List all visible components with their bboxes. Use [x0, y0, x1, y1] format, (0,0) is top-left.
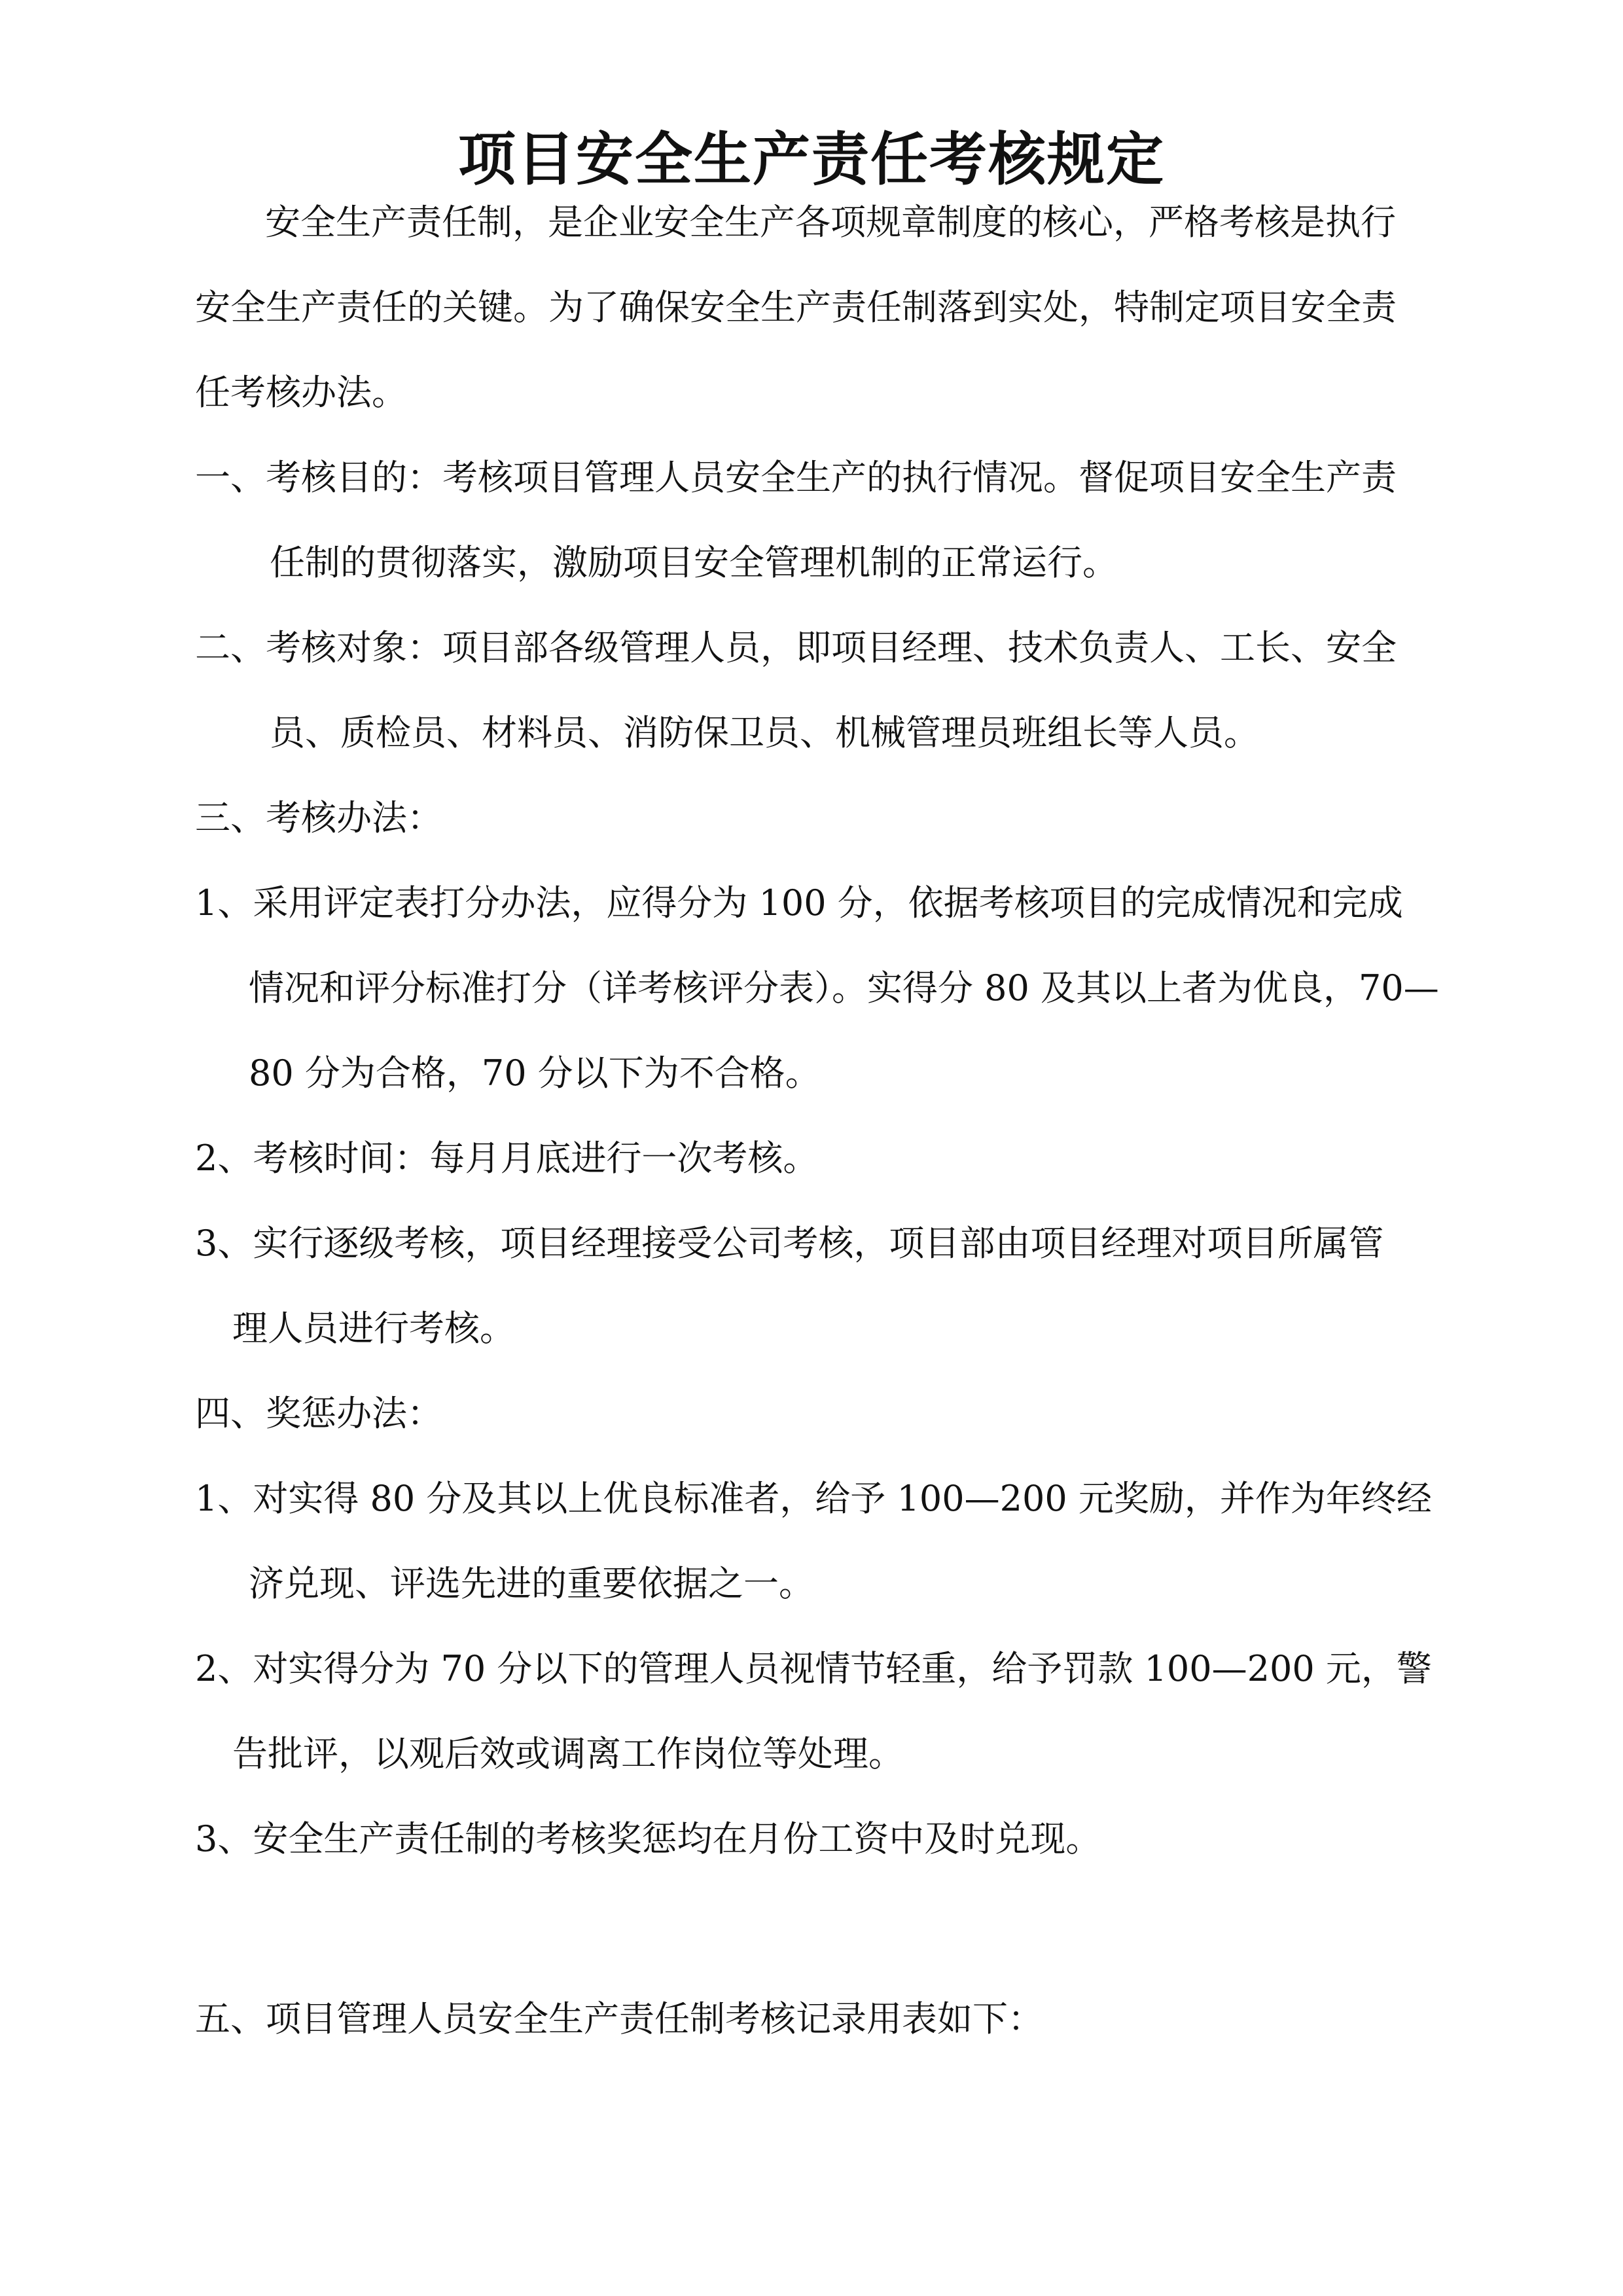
section-3-item-3-line-1: 3、实行逐级考核，项目经理接受公司考核，项目部由项目经理对项目所属管 [195, 1223, 1384, 1264]
section-1-line-2: 任制的贯彻落实，激励项目安全管理机制的正常运行。 [270, 542, 1118, 583]
section-4-item-1-line-1: 1、对实得 80 分及其以上优良标准者，给予 100—200 元奖励，并作为年终经 [195, 1478, 1432, 1519]
intro-line-2: 安全生产责任的关键。为了确保安全生产责任制落到实处，特制定项目安全责 [195, 287, 1397, 328]
intro-line-1: 安全生产责任制，是企业安全生产各项规章制度的核心，严格考核是执行 [265, 202, 1396, 243]
section-3-heading: 三、考核办法： [195, 797, 442, 838]
section-3-item-1-line-2: 情况和评分标准打分（详考核评分表）。实得分 80 及其以上者为优良，70— [249, 967, 1439, 1009]
section-3-item-1-line-3: 80 分为合格，70 分以下为不合格。 [249, 1052, 821, 1094]
section-3-item-2: 2、考核时间：每月月底进行一次考核。 [195, 1138, 819, 1179]
section-2-line-2: 员、质检员、材料员、消防保卫员、机械管理员班组长等人员。 [270, 712, 1259, 753]
section-5-heading: 五、项目管理人员安全生产责任制考核记录用表如下： [195, 1998, 1043, 2039]
section-2-line-1: 二、考核对象：项目部各级管理人员，即项目经理、技术负责人、工长、安全 [195, 627, 1397, 668]
section-1-line-1: 一、考核目的：考核项目管理人员安全生产的执行情况。督促项目安全生产责 [195, 457, 1397, 498]
document-title: 项目安全生产责任考核规定 [457, 125, 1165, 193]
section-4-item-2-line-1: 2、对实得分为 70 分以下的管理人员视情节轻重，给予罚款 100—200 元，警 [195, 1648, 1432, 1689]
intro-line-3: 任考核办法。 [195, 372, 407, 413]
section-3-item-1-line-1: 1、采用评定表打分办法，应得分为 100 分，依据考核项目的完成情况和完成 [195, 882, 1403, 924]
section-4-item-2-line-2: 告批评，以观后效或调离工作岗位等处理。 [232, 1733, 904, 1774]
section-4-item-3: 3、安全生产责任制的考核奖惩均在月份工资中及时兑现。 [195, 1818, 1101, 1859]
section-4-heading: 四、奖惩办法： [195, 1393, 442, 1434]
section-3-item-3-line-2: 理人员进行考核。 [232, 1308, 515, 1349]
section-4-item-1-line-2: 济兑现、评选先进的重要依据之一。 [249, 1563, 814, 1604]
